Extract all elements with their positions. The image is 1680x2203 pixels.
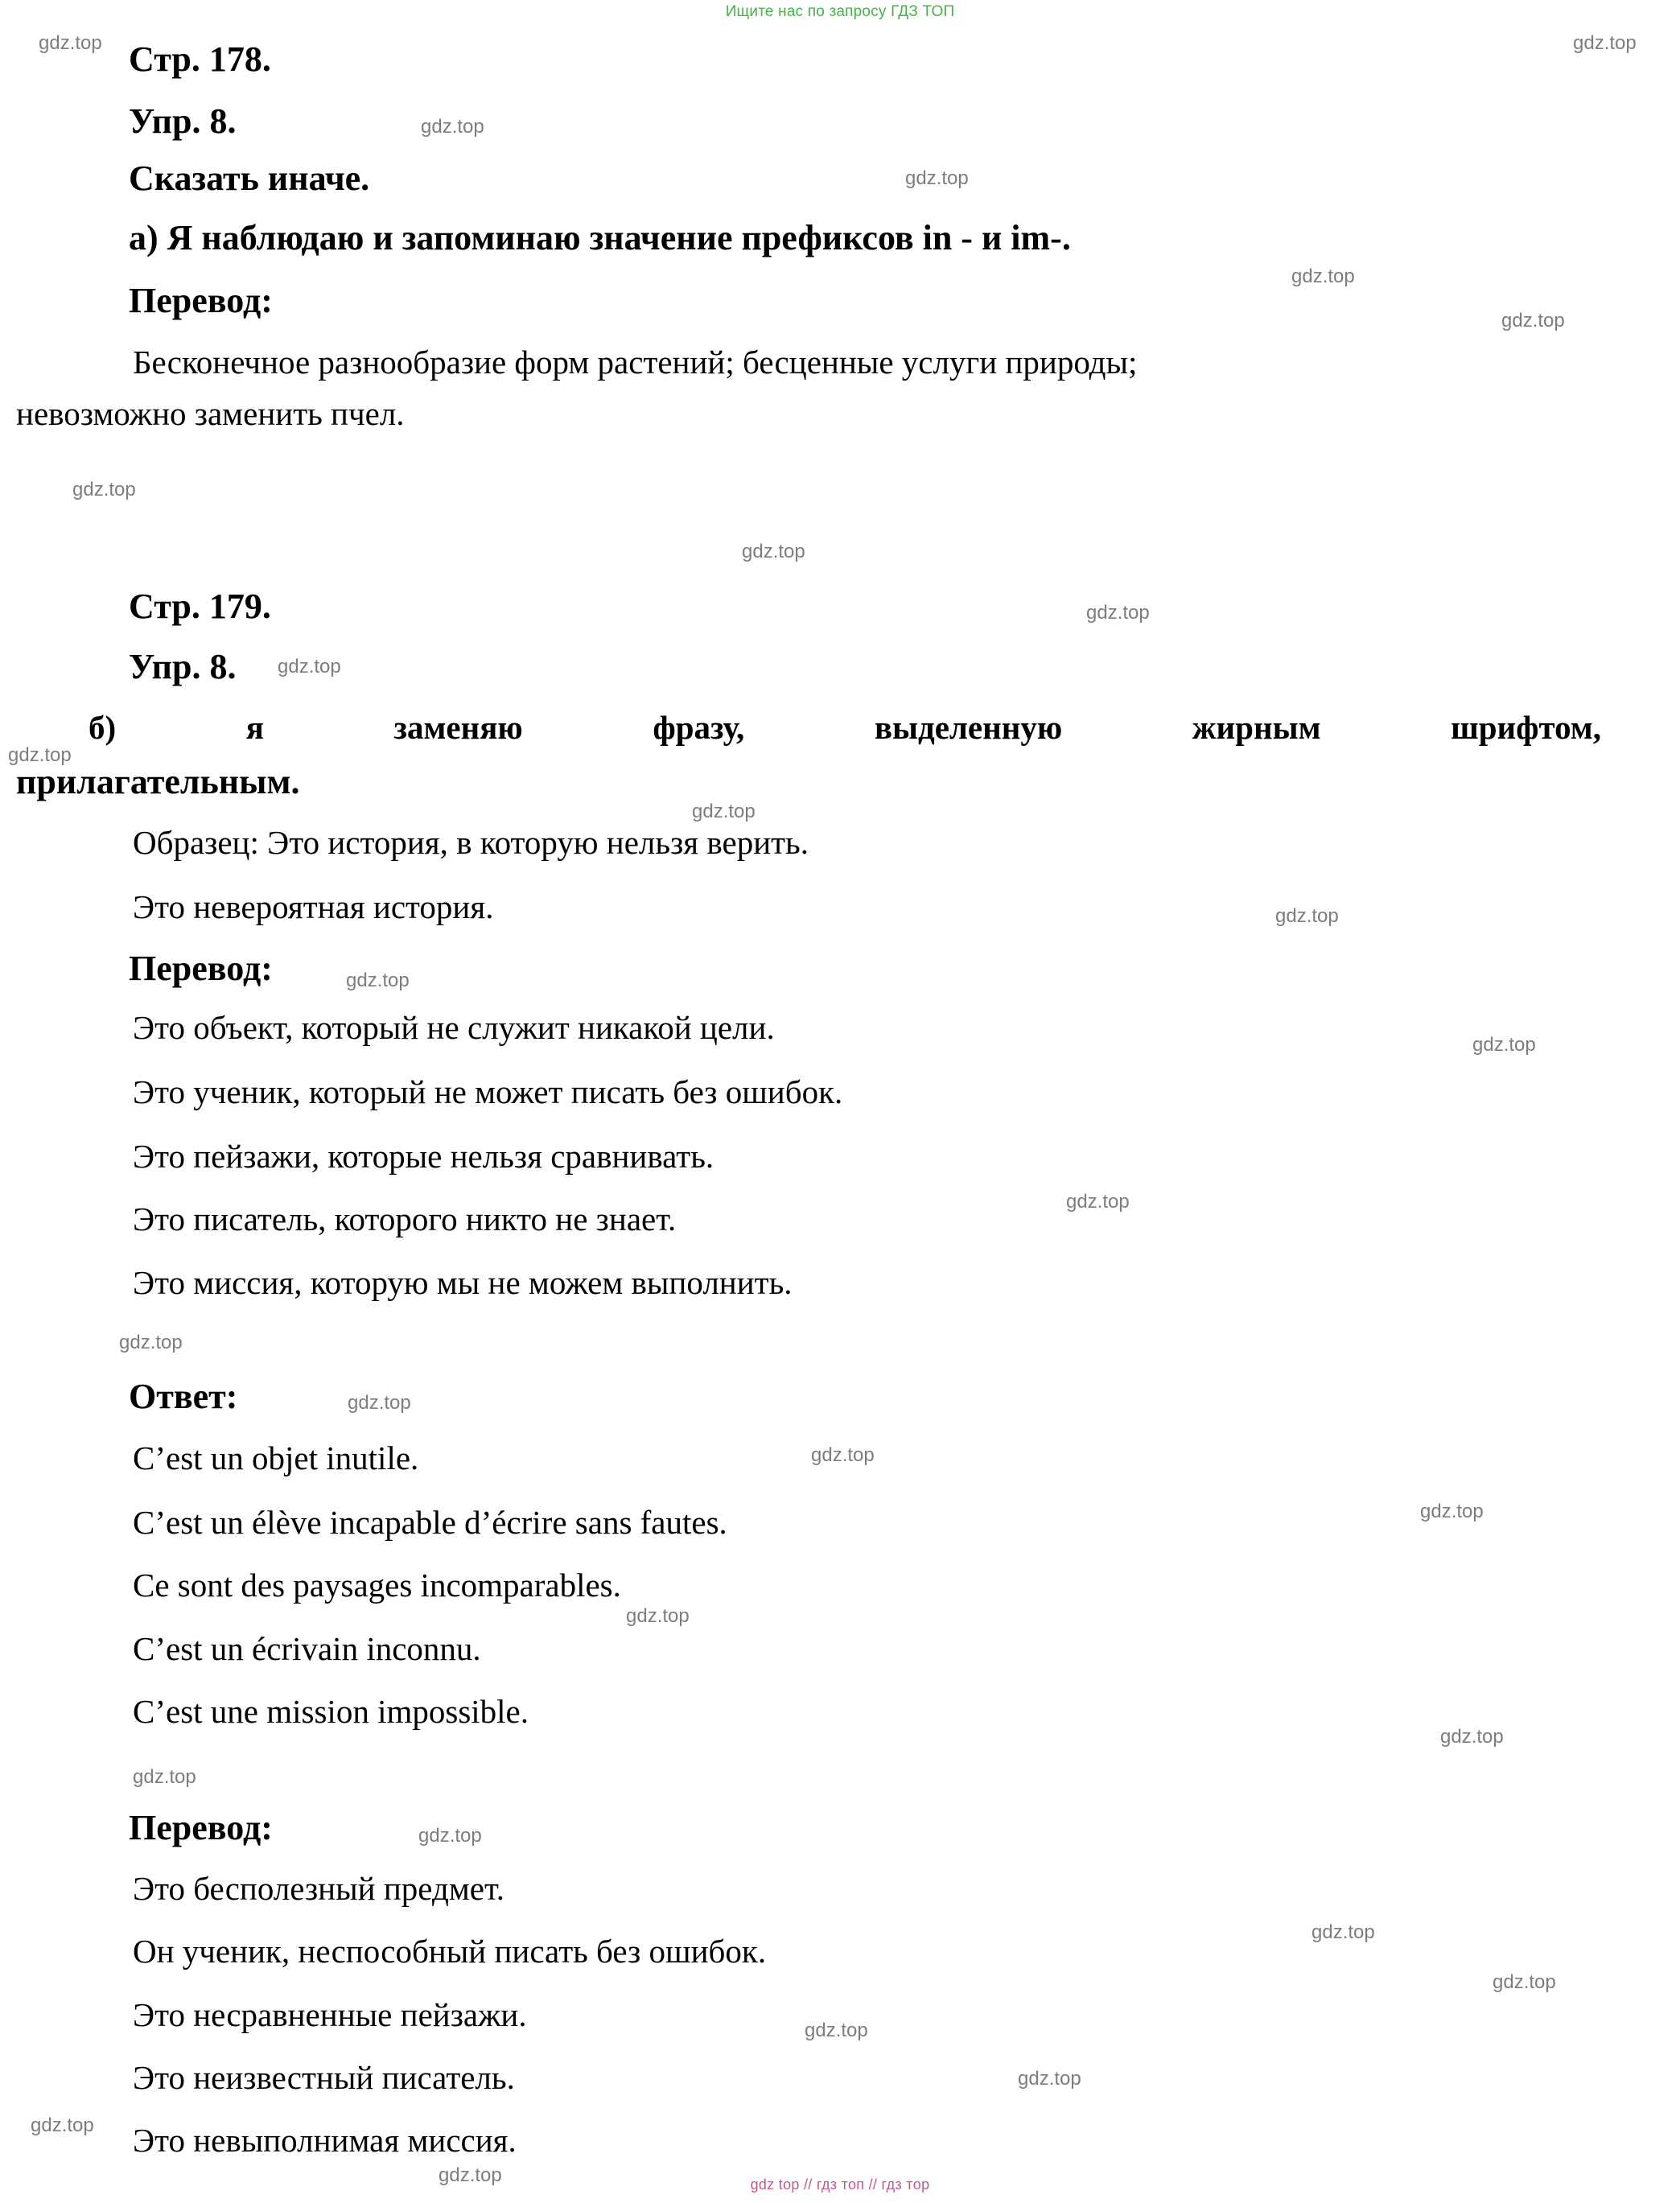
watermark: gdz.top — [1066, 1191, 1130, 1213]
translation-line-2: невозможно заменить пчел. — [16, 395, 405, 432]
watermark: gdz.top — [1018, 2068, 1081, 2090]
translation-line-1: Бесконечное разнообразие форм растений; бесценные услуги природы; — [133, 344, 1138, 381]
sentence-ru2-1: Это бесполезный предмет. — [133, 1870, 505, 1907]
watermark: gdz.top — [31, 2114, 94, 2136]
top-promo-banner: Ищите нас по запросу ГДЗ ТОП — [725, 3, 955, 20]
watermark: gdz.top — [1311, 1921, 1375, 1943]
watermark: gdz.top — [278, 656, 341, 677]
watermark: gdz.top — [811, 1444, 875, 1466]
sentence-ru-4: Это писатель, которого никто не знает. — [133, 1200, 677, 1237]
watermark: gdz.top — [439, 2164, 502, 2186]
watermark: gdz.top — [348, 1392, 411, 1414]
watermark: gdz.top — [1275, 905, 1339, 927]
bottom-promo-banner: gdz top // гдз топ // гдз тoр — [750, 2176, 930, 2193]
watermark: gdz.top — [905, 167, 969, 189]
watermark: gdz.top — [1291, 266, 1355, 287]
section-title: Сказать иначе. — [129, 159, 370, 198]
watermark: gdz.top — [418, 1825, 482, 1847]
example-line-1: Образец: Это история, в которую нельзя верить. — [133, 824, 809, 861]
sentence-ru2-2: Он ученик, неспособный писать без ошибок. — [133, 1933, 767, 1970]
page-label-179: Стр. 179. — [129, 587, 271, 626]
subtask-b-line1: б) я заменяю фразу, выделенную жирным шрифтом, — [89, 709, 1601, 746]
watermark: gdz.top — [72, 479, 136, 500]
watermark: gdz.top — [133, 1766, 196, 1788]
sentence-fr-4: C’est un écrivain inconnu. — [133, 1630, 481, 1667]
exercise-label-8b: Упр. 8. — [129, 647, 237, 686]
watermark: gdz.top — [39, 32, 102, 54]
watermark: gdz.top — [346, 970, 410, 991]
watermark: gdz.top — [1420, 1501, 1484, 1522]
sentence-fr-5: C’est une mission impossible. — [133, 1693, 529, 1730]
sentence-ru-2: Это ученик, который не может писать без ошибок. — [133, 1073, 843, 1110]
watermark: gdz.top — [805, 2020, 868, 2041]
sentence-ru2-3: Это несравненные пейзажи. — [133, 1996, 527, 2033]
watermark: gdz.top — [119, 1332, 183, 1353]
translation-label-3: Перевод: — [129, 1808, 273, 1847]
translation-label-1: Перевод: — [129, 281, 273, 320]
watermark: gdz.top — [8, 744, 72, 766]
watermark: gdz.top — [742, 541, 805, 562]
sentence-ru-1: Это объект, который не служит никакой цели. — [133, 1009, 775, 1046]
watermark: gdz.top — [1501, 310, 1565, 331]
sentence-ru-5: Это миссия, которую мы не можем выполнить. — [133, 1264, 793, 1301]
watermark: gdz.top — [1472, 1034, 1536, 1056]
page-label-178: Стр. 178. — [129, 39, 271, 79]
watermark: gdz.top — [692, 801, 756, 822]
watermark: gdz.top — [421, 116, 484, 138]
watermark: gdz.top — [1440, 1726, 1504, 1748]
sentence-fr-2: C’est un élève incapable d’écrire sans fautes. — [133, 1504, 727, 1541]
watermark: gdz.top — [1493, 1971, 1556, 1993]
answer-label: Ответ: — [129, 1377, 238, 1416]
watermark: gdz.top — [626, 1605, 690, 1627]
sentence-fr-3: Ce sont des paysages incomparables. — [133, 1567, 621, 1604]
sentence-ru-3: Это пейзажи, которые нельзя сравнивать. — [133, 1138, 714, 1175]
watermark: gdz.top — [1086, 602, 1150, 624]
sentence-fr-1: C’est un objet inutile. — [133, 1439, 419, 1476]
watermark: gdz.top — [1573, 32, 1637, 54]
translation-label-2: Перевод: — [129, 949, 273, 988]
sentence-ru2-4: Это неизвестный писатель. — [133, 2059, 515, 2096]
example-line-2: Это невероятная история. — [133, 888, 494, 925]
sentence-ru2-5: Это невыполнимая миссия. — [133, 2122, 517, 2159]
exercise-label-8a: Упр. 8. — [129, 101, 237, 141]
subtask-b-line2: прилагательным. — [16, 762, 300, 801]
subtask-a: а) Я наблюдаю и запоминаю значение префиксов in - и im-. — [129, 218, 1071, 257]
